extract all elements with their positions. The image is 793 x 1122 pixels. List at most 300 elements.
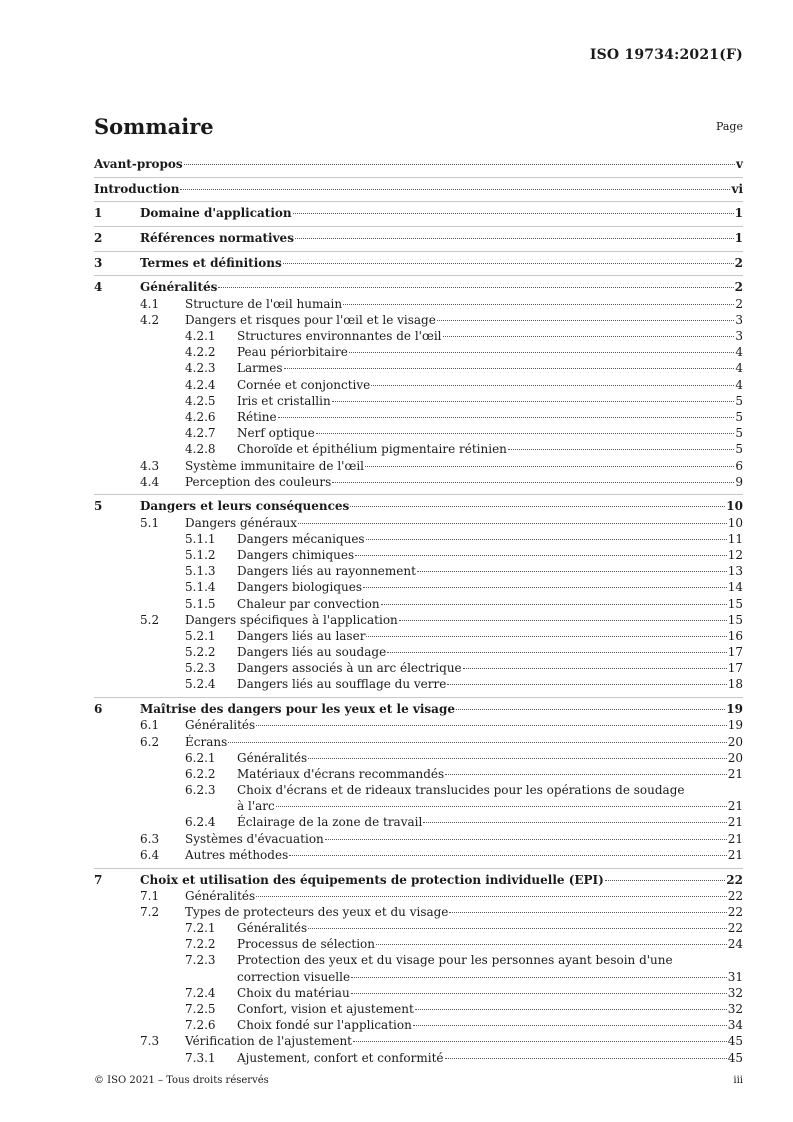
dot-leader (343, 304, 734, 305)
toc-entry[interactable] (94, 612, 743, 628)
toc-entry-title: Écrans (185, 734, 228, 749)
toc-entry-title: Nerf optique (237, 426, 315, 441)
toc-entry[interactable] (94, 279, 743, 295)
toc-entry-body (140, 205, 743, 221)
toc-entry-page: 32 (727, 1002, 743, 1016)
toc-entry-page: 21 (727, 815, 743, 830)
toc-entry-title: Dangers liés au soudage (237, 645, 387, 660)
toc-entry-title: Choix du matériau (237, 985, 350, 1000)
toc-entry-title: Références normatives (140, 231, 294, 246)
toc-entry-title: Dangers biologiques (237, 580, 362, 595)
dot-leader (447, 684, 726, 685)
toc-entry-number: 4.2.3 (185, 361, 216, 376)
dot-leader (276, 806, 727, 807)
toc-entry-number: 4.2.1 (185, 329, 216, 343)
toc-entry-body (237, 596, 743, 612)
toc-entry[interactable] (94, 458, 743, 474)
section-divider (94, 868, 743, 869)
toc-entry-title: Dangers liés au laser (237, 628, 366, 643)
toc-entry-title: Dangers associés à un arc électrique (237, 661, 462, 676)
toc-entry-page: 12 (727, 547, 743, 562)
toc-entry-number: 5.1.1 (185, 531, 216, 546)
section-divider (94, 697, 743, 698)
dot-leader (351, 993, 727, 994)
toc-entry-body (237, 441, 743, 457)
toc-entry-page: 15 (727, 596, 743, 611)
dot-leader (256, 725, 727, 726)
toc-entry-page: vi (731, 181, 743, 196)
toc-entry-body (185, 904, 743, 920)
toc-entry-page: 17 (727, 645, 743, 660)
toc-entry-body (237, 936, 743, 952)
toc-entry-body (140, 701, 743, 717)
section-divider (94, 275, 743, 276)
toc-entry[interactable] (94, 920, 743, 936)
toc-entry-page: 16 (727, 628, 743, 643)
toc-entry-body (237, 660, 743, 676)
toc-entry[interactable] (94, 596, 743, 612)
toc-entry-page: 18 (727, 677, 743, 692)
dot-leader (293, 213, 734, 214)
toc-entry-body (237, 628, 743, 644)
toc-entry-number: 7.2.1 (185, 921, 216, 936)
dot-leader (218, 287, 733, 288)
toc-entry-title: Peau périorbitaire (237, 345, 348, 360)
toc-entry-body (185, 888, 743, 904)
dot-leader (445, 774, 727, 775)
toc-entry-title: Avant-propos (94, 157, 183, 171)
toc-entry-title: Rétine (237, 409, 277, 424)
toc-entry-body (237, 1017, 743, 1033)
toc-entry-body (237, 644, 743, 660)
toc-entry-page: 6 (735, 458, 743, 473)
toc-entry[interactable] (94, 847, 743, 863)
toc-entry[interactable] (94, 936, 743, 952)
toc-entry-body (237, 1001, 743, 1017)
toc-entry-title: Ajustement, confort et conformité (237, 1050, 444, 1065)
toc-entry-body (94, 181, 743, 197)
toc-entry-page: 9 (735, 474, 743, 489)
toc-entry[interactable] (94, 296, 743, 312)
toc-entry-page: 34 (727, 1018, 743, 1033)
toc-entry[interactable] (94, 676, 743, 692)
toc-entry-body (185, 458, 743, 474)
toc-entry-title: Dangers mécaniques (237, 531, 365, 546)
dot-leader (387, 652, 727, 653)
toc-entry-page: 24 (727, 937, 743, 952)
toc-entry-number: 4.1 (140, 296, 160, 311)
toc-entry-number: 5.2 (140, 612, 160, 627)
toc-entry-title-continuation: à l'arc (237, 799, 275, 814)
dot-leader (376, 944, 727, 945)
toc-entry-number: 6 (94, 702, 103, 717)
toc-entry-page: 22 (727, 921, 743, 936)
section-divider (94, 226, 743, 227)
toc-entry[interactable] (94, 814, 743, 830)
toc-entry-body (185, 612, 743, 628)
dot-leader (295, 238, 734, 239)
toc-entry-body (237, 676, 743, 692)
toc-entry-page: 4 (735, 361, 743, 376)
toc-entry-body (237, 920, 743, 936)
toc-entry[interactable] (94, 377, 743, 393)
toc-entry-title: Domaine d'application (140, 206, 292, 221)
toc-entry-number: 5.2.4 (185, 677, 216, 692)
toc-entry-body (237, 531, 743, 547)
toc-entry-title: Dangers liés au soufflage du verre (237, 677, 447, 692)
toc-entry[interactable] (94, 344, 743, 360)
toc-entry-number: 6.2.3 (185, 783, 216, 798)
toc-entry-body (237, 782, 743, 798)
toc-entry[interactable] (94, 750, 743, 766)
toc-entry-page: 5 (735, 426, 743, 441)
toc-entry-number: 4.2.4 (185, 377, 216, 392)
toc-entry[interactable] (94, 563, 743, 579)
toc-entry-number: 7.1 (140, 888, 160, 903)
toc-entry-title: Chaleur par convection (237, 596, 380, 611)
dot-leader (399, 620, 727, 621)
toc-entry-title: Dangers chimiques (237, 547, 355, 562)
dot-leader (332, 401, 735, 402)
toc-entry[interactable] (94, 831, 743, 847)
toc-entry-number: 4.2.7 (185, 426, 216, 441)
toc-entry[interactable] (94, 1033, 743, 1049)
toc-entry[interactable] (94, 181, 743, 197)
toc-entry-number: 2 (94, 231, 103, 246)
toc-entry[interactable] (94, 644, 743, 660)
toc-entry-body (185, 515, 743, 531)
toc-entry-title: Confort, vision et ajustement (237, 1002, 414, 1016)
toc-entry-page: v (736, 157, 743, 171)
toc-entry[interactable] (94, 474, 743, 490)
toc-entry-title: Généralités (237, 750, 308, 765)
dot-leader (456, 709, 725, 710)
toc-title-row (94, 114, 743, 140)
toc-entry[interactable] (94, 628, 743, 644)
toc-entry-title: Choroïde et épithélium pigmentaire rétinien (237, 442, 507, 457)
toc-entry[interactable] (94, 872, 743, 888)
toc-entry[interactable] (94, 393, 743, 409)
toc-entry[interactable] (94, 952, 743, 968)
toc-entry-page: 20 (727, 750, 743, 765)
toc-entry[interactable] (94, 409, 743, 425)
toc-entry[interactable] (94, 515, 743, 531)
toc-entry-title: Protection des yeux et du visage pour les personnes ayant besoin d'une (237, 953, 673, 968)
toc-entry-number: 5.1.3 (185, 564, 216, 579)
toc-entry-page: 14 (727, 580, 743, 595)
toc-entry[interactable] (94, 360, 743, 376)
toc-entry-page: 20 (727, 734, 743, 749)
toc-entry-body (140, 279, 743, 295)
toc-entry-title: Éclairage de la zone de travail (237, 815, 423, 830)
toc-entry-body (237, 750, 743, 766)
toc-entry-page: 1 (734, 206, 743, 221)
toc-entry-title: Iris et cristallin (237, 393, 331, 408)
toc-entry-body (185, 474, 743, 490)
toc-entry-title: Choix fondé sur l'application (237, 1018, 412, 1033)
toc-entry-body (140, 230, 743, 246)
toc-entry-page: 13 (727, 564, 743, 579)
dot-leader (365, 466, 734, 467)
toc-entry[interactable] (94, 782, 743, 798)
dot-leader (371, 385, 734, 386)
toc-entry-title: Système immunitaire de l'œil (185, 458, 365, 473)
toc-entry-number: 7.2.5 (185, 1002, 216, 1016)
toc-entry-body (185, 1033, 743, 1049)
toc-entry-page: 21 (727, 799, 743, 814)
toc-entry-body (140, 255, 743, 271)
toc-entry-page: 31 (727, 969, 743, 984)
toc-entry-title: Vérification de l'ajustement (185, 1034, 352, 1049)
toc-entry-title-continuation: correction visuelle (237, 969, 351, 984)
toc-entry-number: 6.4 (140, 847, 160, 862)
toc-entry-number: 1 (94, 206, 103, 221)
table-of-contents (94, 156, 743, 1066)
dot-leader (413, 1025, 727, 1026)
toc-entry-title: Généralités (237, 921, 308, 936)
toc-entry-number: 5.1 (140, 515, 160, 530)
toc-entry-body (94, 156, 743, 172)
dot-leader (350, 506, 725, 507)
toc-entry-number: 7.2.6 (185, 1018, 216, 1033)
toc-entry-title: Cornée et conjonctive (237, 377, 371, 392)
toc-entry-body (185, 717, 743, 733)
toc-entry-title: Processus de sélection (237, 937, 376, 952)
toc-entry[interactable] (94, 904, 743, 920)
toc-entry-title: Choix d'écrans et de rideaux translucides pour les opérations de soudage (237, 783, 685, 798)
toc-entry-page: 5 (735, 409, 743, 424)
toc-entry[interactable] (94, 579, 743, 595)
dot-leader (289, 855, 726, 856)
toc-entry-page: 22 (727, 888, 743, 903)
page-number: iii (733, 1075, 743, 1086)
toc-entry[interactable] (94, 701, 743, 717)
page-footer (94, 1075, 743, 1089)
dot-leader (463, 668, 727, 669)
toc-entry-number: 7.2.3 (185, 953, 216, 968)
toc-entry[interactable] (94, 1017, 743, 1033)
toc-entry-page: 5 (735, 393, 743, 408)
page-column-label: Page (715, 120, 743, 133)
toc-entry-number: 7.2 (140, 904, 160, 919)
dot-leader (353, 1041, 727, 1042)
section-divider (94, 201, 743, 202)
toc-entry-page: 19 (726, 702, 743, 717)
toc-entry-number: 5.2.2 (185, 645, 216, 660)
toc-entry-number: 4 (94, 280, 103, 295)
toc-entry-body (237, 1050, 743, 1066)
dot-leader (180, 189, 730, 190)
toc-entry-page: 21 (727, 831, 743, 846)
dot-leader (351, 977, 727, 978)
toc-entry-page: 11 (727, 531, 743, 546)
toc-entry-body (237, 579, 743, 595)
toc-entry-body (237, 952, 743, 968)
section-divider (94, 177, 743, 178)
toc-entry-body (237, 328, 743, 344)
dot-leader (415, 1009, 727, 1010)
toc-entry-page: 4 (735, 345, 743, 360)
dot-leader (284, 368, 735, 369)
toc-entry-page: 5 (735, 442, 743, 457)
toc-entry-number: 4.2 (140, 312, 160, 327)
toc-entry[interactable] (94, 1001, 743, 1017)
dot-leader (283, 263, 734, 264)
toc-entry-body (237, 425, 743, 441)
dot-leader (332, 482, 734, 483)
toc-entry-title: Larmes (237, 361, 283, 376)
toc-entry-page: 1 (734, 231, 743, 246)
toc-entry-title: Dangers généraux (185, 515, 297, 530)
toc-entry[interactable] (94, 156, 743, 172)
toc-entry-number: 7.2.2 (185, 937, 216, 952)
toc-entry[interactable] (94, 734, 743, 750)
toc-entry-number: 6.2.1 (185, 750, 216, 765)
toc-entry-number: 5.2.3 (185, 661, 216, 676)
toc-entry-number: 6.2.2 (185, 766, 216, 781)
dot-leader (308, 928, 727, 929)
toc-entry-page: 19 (727, 718, 743, 733)
toc-entry-number: 4.3 (140, 458, 160, 473)
toc-entry-title: Systèmes d'évacuation (185, 831, 324, 846)
dot-leader (355, 555, 727, 556)
toc-entry-page: 4 (735, 377, 743, 392)
toc-entry-body (237, 985, 743, 1001)
toc-entry-page: 45 (727, 1050, 743, 1065)
toc-entry-body (185, 296, 743, 312)
toc-entry[interactable] (94, 766, 743, 782)
toc-entry-number: 5 (94, 499, 103, 514)
toc-entry-body (185, 831, 743, 847)
toc-entry[interactable] (94, 425, 743, 441)
toc-entry-number: 6.2 (140, 734, 160, 749)
toc-entry-number: 4.2.5 (185, 393, 216, 408)
toc-entry-body (237, 766, 743, 782)
toc-entry[interactable] (94, 985, 743, 1001)
dot-leader (423, 822, 726, 823)
toc-entry-body (237, 547, 743, 563)
toc-entry-page: 21 (727, 847, 743, 862)
toc-entry-page: 10 (727, 515, 743, 530)
toc-entry-body (237, 563, 743, 579)
toc-entry[interactable] (94, 717, 743, 733)
toc-entry-number: 4.4 (140, 474, 160, 489)
toc-entry-number: 7 (94, 872, 103, 887)
page-title: Sommaire (94, 114, 214, 139)
toc-entry-title: Introduction (94, 181, 180, 196)
toc-entry-number: 6.2.4 (185, 815, 216, 830)
toc-entry-page: 21 (727, 766, 743, 781)
toc-entry-title: Structures environnantes de l'œil (237, 329, 442, 343)
toc-entry-body (185, 847, 743, 863)
dot-leader (366, 636, 726, 637)
toc-entry-body (237, 814, 743, 830)
toc-entry-body (237, 798, 743, 814)
toc-entry-number: 4.2.8 (185, 442, 216, 457)
toc-entry-body (185, 734, 743, 750)
dot-leader (256, 896, 727, 897)
toc-entry[interactable] (94, 1050, 743, 1066)
copyright-notice: © ISO 2021 – Tous droits réservés (94, 1075, 269, 1086)
toc-entry-continuation[interactable] (94, 798, 743, 814)
toc-entry-number: 5.1.2 (185, 547, 216, 562)
dot-leader (325, 839, 727, 840)
dot-leader (381, 604, 727, 605)
toc-entry[interactable] (94, 498, 743, 514)
toc-entry-page: 3 (735, 312, 743, 327)
toc-entry-page: 15 (727, 612, 743, 627)
dot-leader (605, 880, 725, 881)
toc-entry[interactable] (94, 328, 743, 344)
toc-entry-number: 5.1.5 (185, 596, 216, 611)
toc-entry[interactable] (94, 255, 743, 271)
toc-entry-number: 7.2.4 (185, 985, 216, 1000)
toc-entry-title: Maîtrise des dangers pour les yeux et le visage (140, 702, 455, 717)
dot-leader (308, 758, 727, 759)
section-divider (94, 494, 743, 495)
toc-entry[interactable] (94, 531, 743, 547)
dot-leader (298, 523, 727, 524)
toc-entry-title: Dangers et risques pour l'œil et le visage (185, 312, 436, 327)
toc-entry[interactable] (94, 441, 743, 457)
toc-entry[interactable] (94, 312, 743, 328)
toc-entry[interactable] (94, 230, 743, 246)
toc-entry-page: 3 (735, 329, 743, 343)
toc-entry-page: 17 (727, 661, 743, 676)
toc-entry-title: Dangers spécifiques à l'application (185, 612, 398, 627)
dot-leader (316, 433, 735, 434)
toc-entry-page: 32 (727, 985, 743, 1000)
toc-entry-page: 22 (727, 904, 743, 919)
toc-entry-number: 6.1 (140, 718, 160, 733)
toc-entry-body (237, 360, 743, 376)
toc-entry-title: Structure de l'œil humain (185, 296, 343, 311)
toc-entry-title: Autres méthodes (185, 847, 289, 862)
dot-leader (417, 571, 727, 572)
toc-entry[interactable] (94, 888, 743, 904)
dot-leader (437, 320, 735, 321)
toc-entry-title: Dangers et leurs conséquences (140, 499, 350, 514)
toc-entry-number: 7.3.1 (185, 1050, 216, 1065)
dot-leader (508, 449, 734, 450)
toc-entry-title: Généralités (185, 718, 256, 733)
toc-entry-body (237, 969, 743, 985)
toc-entry-title: Choix et utilisation des équipements de protection individuelle (EPI) (140, 872, 604, 887)
toc-entry-number: 4.2.2 (185, 345, 216, 360)
toc-entry[interactable] (94, 547, 743, 563)
section-divider (94, 251, 743, 252)
toc-entry-body (185, 312, 743, 328)
toc-entry-page: 22 (726, 872, 743, 887)
dot-leader (445, 1058, 727, 1059)
toc-entry-title: Perception des couleurs (185, 474, 332, 489)
toc-entry-body (140, 872, 743, 888)
dot-leader (349, 352, 735, 353)
toc-entry-page: 2 (735, 296, 743, 311)
toc-entry-title: Termes et définitions (140, 255, 282, 270)
toc-entry[interactable] (94, 660, 743, 676)
document-id: ISO 19734:2021(F) (589, 47, 743, 63)
toc-entry-title: Dangers liés au rayonnement (237, 564, 416, 579)
toc-entry-body (237, 393, 743, 409)
toc-entry-page: 45 (727, 1034, 743, 1049)
dot-leader (363, 587, 727, 588)
toc-entry-page: 2 (734, 280, 743, 295)
toc-entry[interactable] (94, 205, 743, 221)
toc-entry-title: Généralités (185, 888, 256, 903)
dot-leader (228, 742, 726, 743)
toc-entry-continuation[interactable] (94, 969, 743, 985)
